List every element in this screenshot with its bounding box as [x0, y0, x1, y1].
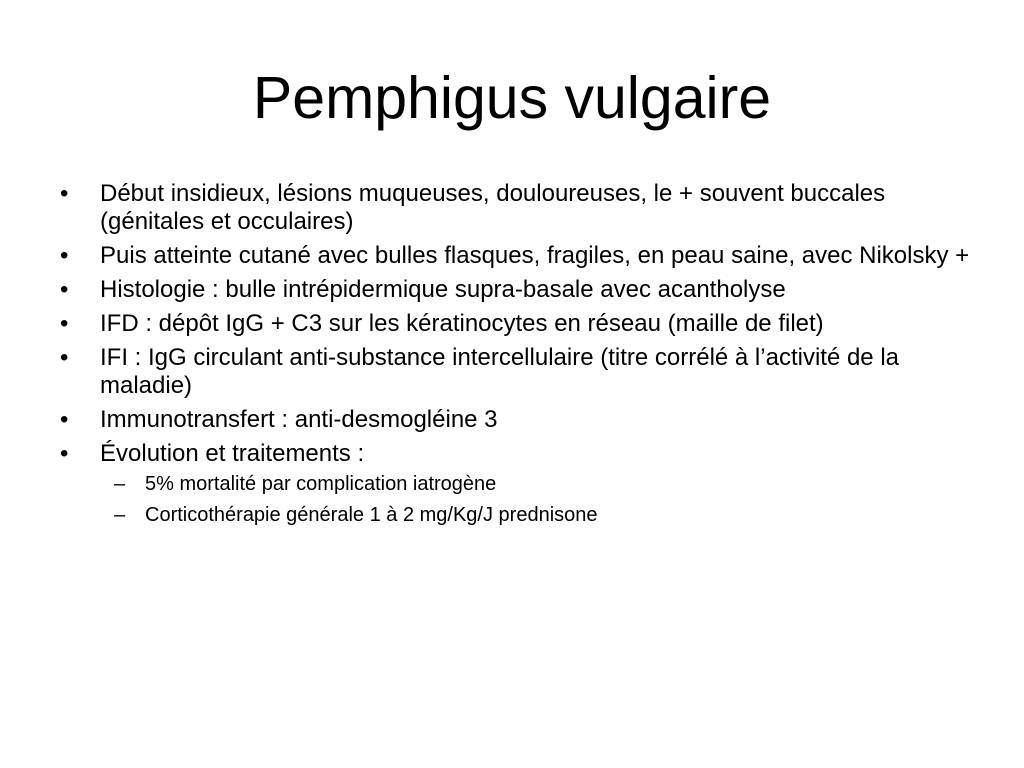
- bullet-text: Puis atteinte cutané avec bulles flasques, fragiles, en peau saine, avec Nikolsky +: [100, 242, 970, 269]
- subbullet-item: [100, 503, 980, 527]
- bullet-text: Histologie : bulle intrépidermique supra-basale avec acantholyse: [100, 276, 786, 303]
- bullet-text: Immunotransfert : anti-desmogléine 3: [100, 406, 498, 433]
- subbullet-item: [100, 472, 980, 496]
- bullet-item: [60, 344, 980, 400]
- subbullet-text: 5% mortalité par complication iatrogène: [145, 473, 497, 495]
- bullet-marker: •: [60, 344, 69, 371]
- bullet-text: IFD : dépôt IgG + C3 sur les kératinocytes en réseau (maille de filet): [100, 310, 824, 337]
- dash-marker: –: [114, 504, 126, 526]
- bullet-marker: •: [60, 310, 69, 337]
- bullet-text: Évolution et traitements :: [100, 440, 365, 467]
- dash-marker: –: [114, 473, 126, 495]
- bullet-marker: •: [60, 406, 69, 433]
- bullet-marker: •: [60, 242, 69, 269]
- bullet-marker: •: [60, 440, 69, 467]
- bullet-item: [60, 310, 980, 338]
- bullet-text: IFI : IgG circulant anti-substance intercellulaire (titre corrélé à l’activité de la maladie): [100, 344, 899, 399]
- slide-title: Pemphigus vulgaire: [252, 65, 772, 131]
- bullet-item: [60, 180, 980, 236]
- bullet-item: [60, 276, 980, 304]
- bullet-item: [60, 242, 980, 270]
- bullet-item: [60, 406, 980, 434]
- bullet-marker: •: [60, 180, 69, 207]
- bullet-text: Début insidieux, lésions muqueuses, douloureuses, le + souvent buccales (génitales et occulaires): [100, 180, 886, 235]
- bullet-item: [60, 440, 980, 527]
- bullet-marker: •: [60, 276, 69, 303]
- subbullet-list: [100, 472, 980, 527]
- bullet-list: [60, 180, 980, 534]
- subbullet-text: Corticothérapie générale 1 à 2 mg/Kg/J prednisone: [145, 504, 598, 526]
